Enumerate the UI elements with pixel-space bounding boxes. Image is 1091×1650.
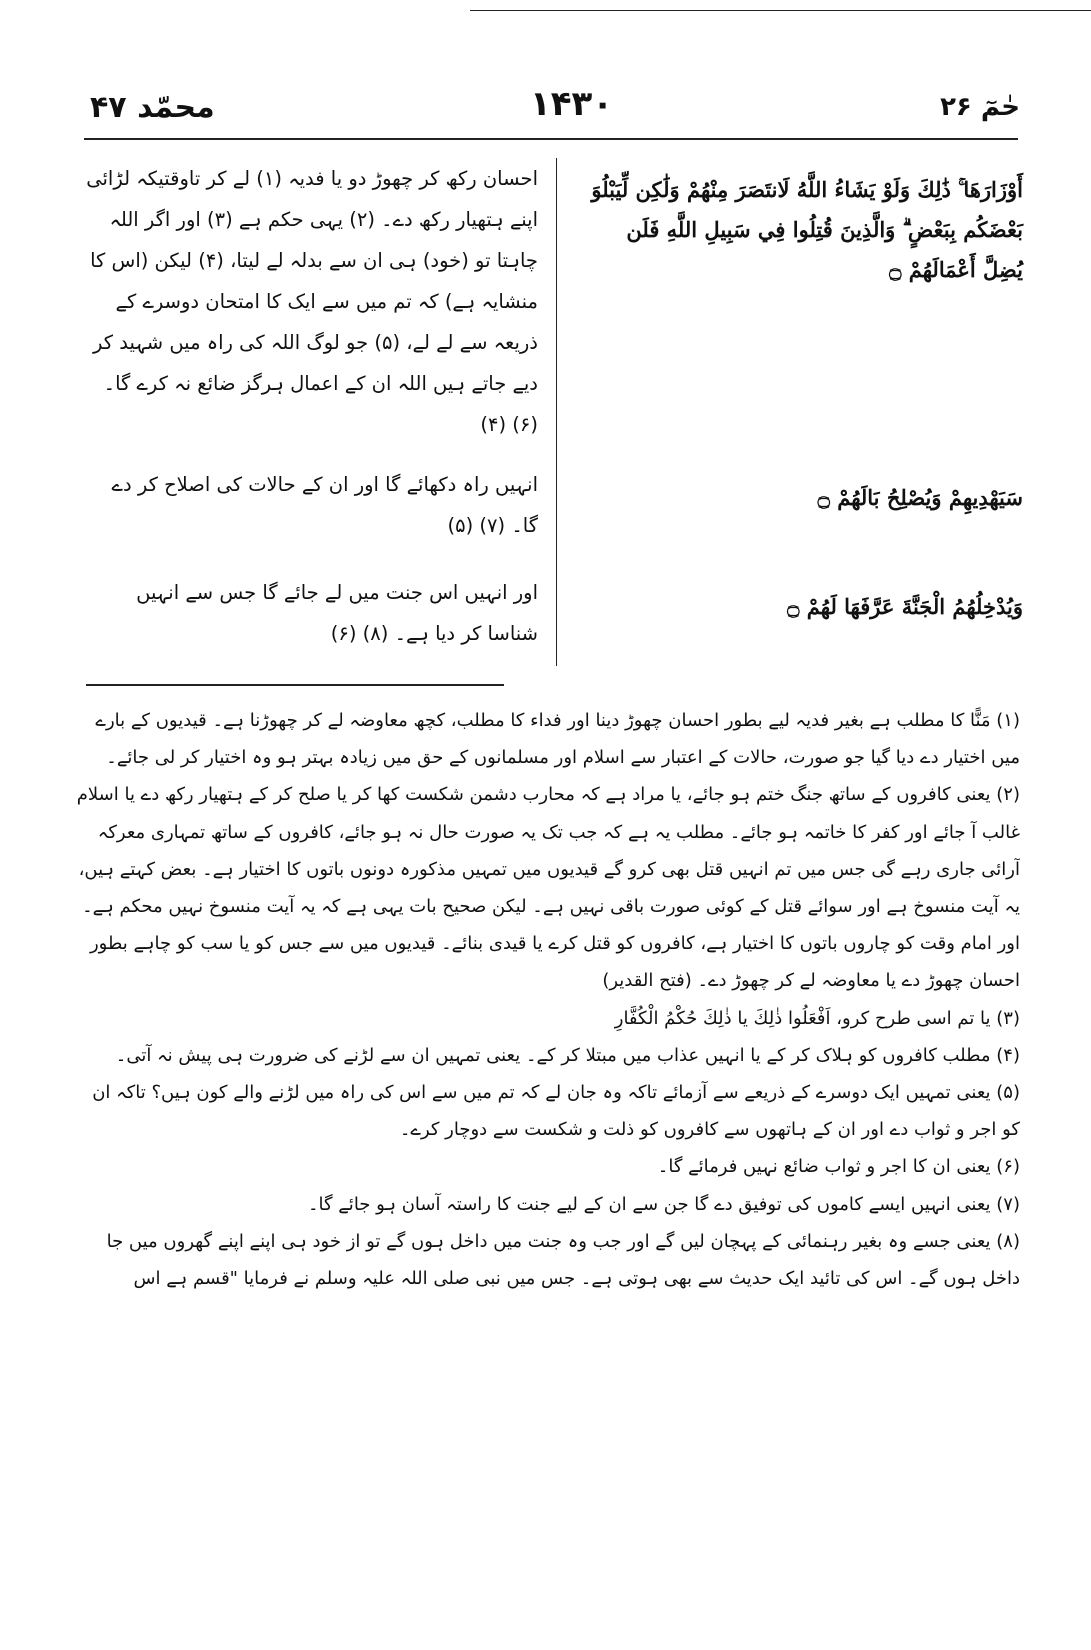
footnote-8: (۸) یعنی جسے وہ بغیر رہنمائی کے پہچان لیں گے اور جب وہ جنت میں داخل ہوں گے تو از خود ہی اپنے اپنے گھروں میں جا داخل ہوں گے۔ اس کی تائید ایک حدیث سے بھی ہوتی ہے۔ جس میں نبی صلی اللہ علیہ وسلم نے فرمایا "قسم ہے اس [106,1230,1020,1290]
footnote-5: (۵) یعنی تمہیں ایک دوسرے کے ذریعے سے آزمائے تاکہ وہ جان لے کہ تم میں سے اس کی راہ میں لڑنے والے کون ہیں؟ تاکہ ان کو اجر و ثواب دے اور ان کے ہاتھوں سے کافروں کو ذلت و شکست سے دوچار کرے۔ [92,1082,1020,1141]
column-divider [556,158,557,666]
top-rule [470,10,1091,11]
page-header [80,84,1020,136]
surah-name: محمّد ۴۷ [90,90,215,125]
arabic-verse-6: وَيُدْخِلُهُمُ الْجَنَّةَ عَرَّفَهَا لَهُمْ ۝ [787,594,1023,619]
page-number: ۱۴۳۰ [530,84,614,124]
juz-name: حٰمٓ ۲۶ [940,92,1020,122]
arabic-verse-4: أَوْزَارَهَا ۚ ذَٰلِكَ وَلَوْ يَشَاءُ اللَّهُ لَانتَصَرَ مِنْهُمْ وَلَٰكِن لِّيَبْلُوَ بَعْضَكُم بِبَعْضٍ ۗ وَالَّذِينَ قُتِلُوا فِي سَبِيلِ اللَّهِ فَلَن يُضِلَّ أَعْمَالَهُمْ ۝ [591,177,1023,282]
footnote-6: (۶) یعنی ان کا اجر و ثواب ضائع نہیں فرمائے گا۔ [657,1156,1020,1178]
footnote-rule [86,684,504,686]
urdu-translation-4: احسان رکھ کر چھوڑ دو یا فدیہ (۱) لے کر تاوقتیکہ لڑائی اپنے ہتھیار رکھ دے۔ (۲) یہی حکم ہے (۳) اور اگر اللہ چاہتا تو (خود) ہی ان سے بدلہ لے لیتا، (۴) لیکن (اس کا منشایہ ہے) کہ تم میں سے ایک کا امتحان دوسرے کے ذریعہ سے لے لے، (۵) جو لوگ اللہ کی راہ میں شہید کر دیے جاتے ہیں اللہ ان کے اعمال ہرگز ضائع نہ کرے گا۔ (۶) (۴) [86,167,538,436]
urdu-translation-6: اور انہیں اس جنت میں لے جائے گا جس سے انہیں شناسا کر دیا ہے۔ (۸) (۶) [136,581,538,645]
footnote-2: (۲) یعنی کافروں کے ساتھ جنگ ختم ہو جائے، یا مراد ہے کہ محارب دشمن شکست کھا کر یا صلح کر کے ہتھیار رکھ دے یا اسلام غالب آ جائے اور کفر کا خاتمہ ہو جائے۔ مطلب یہ ہے کہ جب تک یہ صورت حال نہ ہو جائے، کافروں کے ساتھ تمہاری معرکہ آرائی جاری رہے گی جس میں تم انہیں قتل بھی کرو گے قیدیوں میں تمہیں مذکورہ دونوں باتوں کا اختیار ہے۔ بعض کہتے ہیں، یہ آیت منسوخ ہے اور سوائے قتل کے کوئی صورت باقی نہیں ہے۔ لیکن صحیح بات یہی ہے کہ یہ آیت منسوخ نہیں محکم ہے۔ اور امام وقت کو چاروں باتوں کا اختیار ہے، کافروں کو قتل کرے یا قیدی بنائے۔ قیدیوں میں سے جس کو یا سب کو چاہے بطور احسان چھوڑ دے یا معاوضہ لے کر چھوڑ دے۔ (فتح القدیر) [76,784,1020,992]
urdu-translation-5: انہیں راہ دکھائے گا اور ان کے حالات کی اصلاح کر دے گا۔ (۷) (۵) [111,473,538,537]
footnote-3: (۳) یا تم اسی طرح کرو، اَفْعَلُوا ذٰلِكَ یا ذٰلِكَ حُكْمُ الْكُفَّارِ [614,1007,1020,1029]
footnote-1: (۱) مَنًّا کا مطلب ہے بغیر فدیہ لیے بطور احسان چھوڑ دینا اور فداء کا مطلب، کچھ معاوضہ لے کر چھوڑنا ہے۔ قیدیوں کے بارے میں اختیار دے دیا گیا جو صورت، حالات کے اعتبار سے اسلام اور مسلمانوں کے حق میں زیادہ بہتر ہو وہ اختیار کر لی جائے۔ [95,710,1020,769]
footnotes [70,702,1020,1632]
footnote-4: (۴) مطلب کافروں کو ہلاک کر کے یا انہیں عذاب میں مبتلا کر کے۔ یعنی تمہیں ان سے لڑنے کی ضرورت ہی پیش نہ آتی۔ [115,1044,1020,1066]
header-rule [84,138,1018,140]
footnote-7: (۷) یعنی انہیں ایسے کاموں کی توفیق دے گا جن سے ان کے لیے جنت کا راستہ آسان ہو جائے گا۔ [307,1193,1020,1215]
arabic-verse-5: سَيَهْدِيهِمْ وَيُصْلِحُ بَالَهُمْ ۝ [817,485,1023,510]
